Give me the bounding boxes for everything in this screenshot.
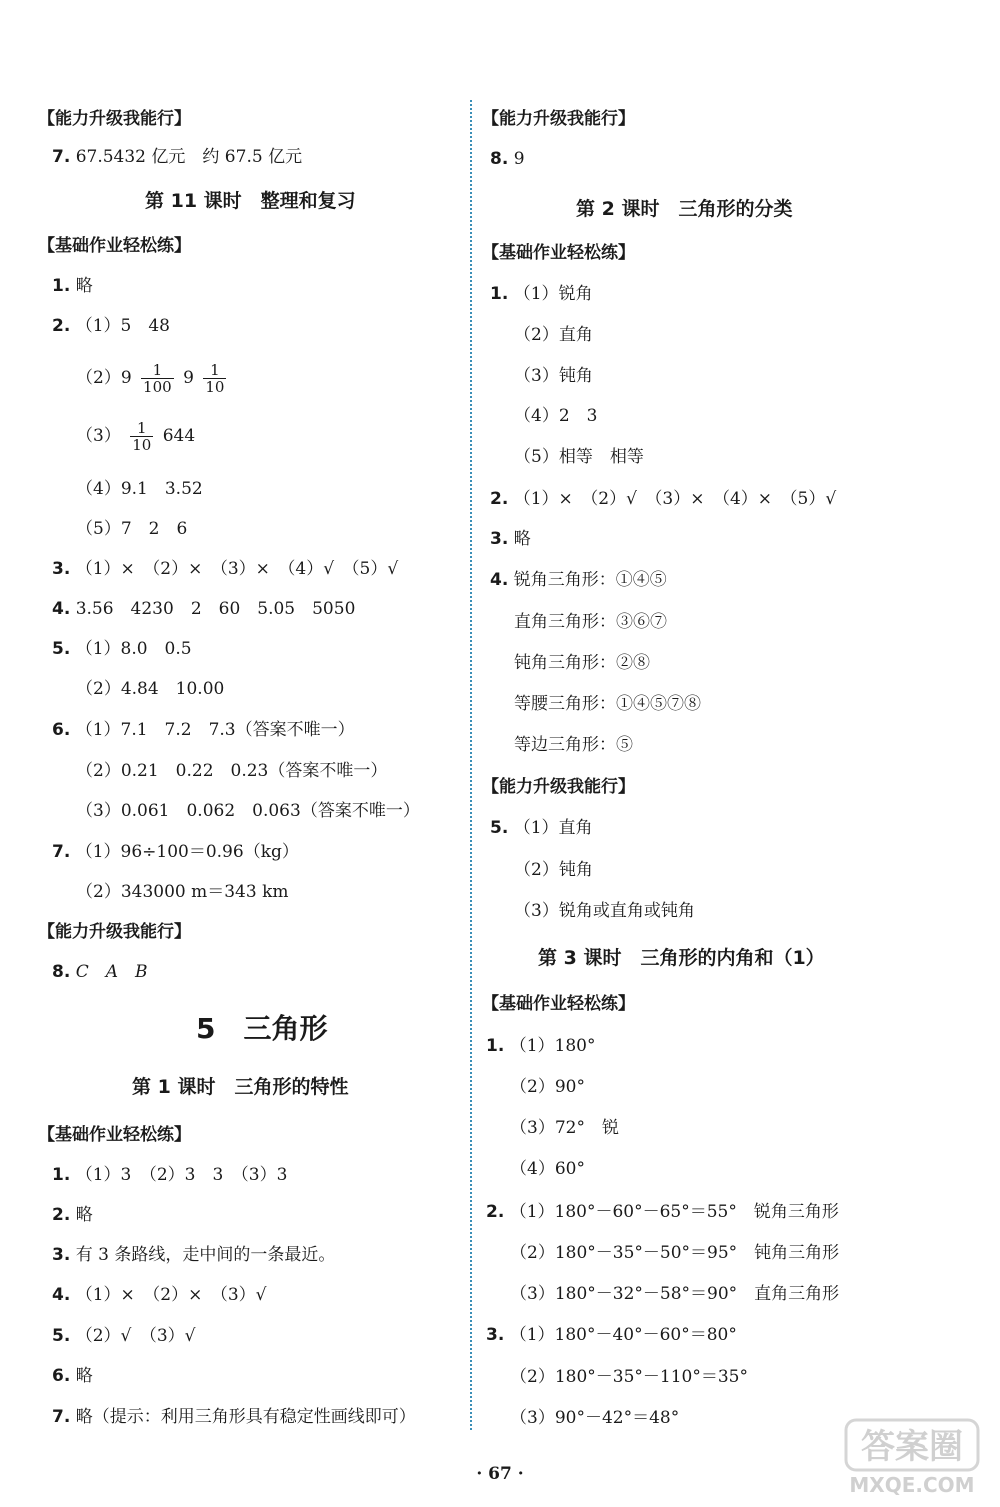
answer-item-4-5: 等边三角形：⑤: [514, 735, 633, 755]
answer-item-3: 3. （1）180°－40°－60°＝80°: [486, 1325, 737, 1345]
section-header-basic: 【基础作业轻松练】: [38, 1125, 191, 1145]
answer-item-6: 6. 略: [52, 1366, 93, 1386]
answer-item-4: 4. 3.56 4230 2 60 5.05 5050: [52, 599, 356, 619]
answer-item-3-2: （2）180°－35°－110°＝35°: [510, 1367, 748, 1387]
answer-item-3: 3. 略: [490, 529, 531, 549]
answer-item-1: 1. （1）180°: [486, 1036, 596, 1056]
svg-text:MXQE.COM: MXQE.COM: [849, 1473, 975, 1497]
answer-item-3-3: （3）90°－42°＝48°: [510, 1408, 680, 1428]
answer-item-4-4: 等腰三角形：①④⑤⑦⑧: [514, 694, 701, 714]
answer-item-2: 2. （1）5 48: [52, 316, 170, 336]
answer-item-1-3: （3）钝角: [514, 366, 593, 386]
lesson-title-3: 第 3 课时 三角形的内角和（1）: [538, 947, 825, 969]
section-header-basic: 【基础作业轻松练】: [482, 994, 635, 1014]
answer-item-3: 3. 有 3 条路线，走中间的一条最近。: [52, 1245, 336, 1265]
answer-item-2-3: （3） $\frac{1}{10}$ 644: [76, 419, 196, 454]
answer-item-5-2: （2）钝角: [514, 860, 593, 880]
lesson-title-11: 第 11 课时 整理和复习: [145, 190, 356, 212]
answer-item-1-4: （4）2 3: [514, 406, 598, 426]
answer-item-2-2: （2）9 $\frac{1}{100}$ 9 $\frac{1}{10}$: [76, 361, 225, 396]
answer-item-7b: 7. （1）96÷100＝0.96（kg）: [52, 842, 299, 862]
answer-item-7b-2: （2）343000 m＝343 km: [76, 882, 289, 902]
section-header-ability: 【能力升级我能行】: [38, 922, 191, 942]
answer-item-1: 1. 略: [52, 276, 93, 296]
answer-item-8: 8. 9: [490, 149, 525, 169]
fraction: $\frac{1}{100}$: [143, 361, 172, 396]
answer-item-5: 5. （1）8.0 0.5: [52, 639, 192, 659]
answer-item-2: 2. 略: [52, 1205, 93, 1225]
answer-item-5: 5. （2）√ （3）√: [52, 1326, 196, 1346]
answer-item-1: 1. （1）3 （2）3 3 （3）3: [52, 1165, 288, 1185]
answer-item-5: 5. （1）直角: [490, 818, 593, 838]
svg-text:答案圈: 答案圈: [861, 1427, 963, 1467]
answer-item-4: 4. 锐角三角形：①④⑤: [490, 570, 667, 590]
answer-item-2-5: （5）7 2 6: [76, 519, 188, 539]
page-number: · 67 ·: [476, 1464, 524, 1484]
lesson-title-2: 第 2 课时 三角形的分类: [576, 198, 793, 220]
fraction: $\frac{1}{10}$: [132, 419, 152, 454]
answer-item-4: 4. （1）× （2）× （3）√: [52, 1285, 267, 1305]
answer-item-1: 1. （1）锐角: [490, 284, 593, 304]
section-header-ability: 【能力升级我能行】: [482, 109, 635, 129]
section-header-ability: 【能力升级我能行】: [482, 777, 635, 797]
answer-item-4-2: 直角三角形：③⑥⑦: [514, 612, 667, 632]
answer-item-1-3: （3）72° 锐: [510, 1118, 619, 1138]
answer-item-5-2: （2）4.84 10.00: [76, 679, 225, 699]
answer-item-2-2: （2）180°－35°－50°＝95° 钝角三角形: [510, 1243, 840, 1263]
answer-item-2: 2. （1）180°－60°－65°＝55° 锐角三角形: [486, 1202, 839, 1222]
answer-item-1-5: （5）相等 相等: [514, 447, 644, 467]
section-header-basic: 【基础作业轻松练】: [38, 236, 191, 256]
fraction: $\frac{1}{10}$: [205, 361, 225, 396]
answer-item-4-3: 钝角三角形：②⑧: [514, 653, 650, 673]
answer-item-7: 7. 略（提示：利用三角形具有稳定性画线即可）: [52, 1407, 416, 1427]
unit-title: 5 三角形: [196, 1012, 328, 1045]
column-divider: [470, 100, 472, 1430]
answer-item-6-2: （2）0.21 0.22 0.23（答案不唯一）: [76, 761, 388, 781]
answer-item-8: 8. C A B: [52, 962, 148, 982]
section-header-ability: 【能力升级我能行】: [38, 109, 191, 129]
answer-item-3: 3. （1）× （2）× （3）× （4）√ （5）√: [52, 559, 399, 579]
answer-item-1-4: （4）60°: [510, 1159, 585, 1179]
answer-item-6: 6. （1）7.1 7.2 7.3（答案不唯一）: [52, 720, 355, 740]
answer-item-2-3: （3）180°－32°－58°＝90° 直角三角形: [510, 1284, 840, 1304]
answer-item-7: 7. 67.5432 亿元 约 67.5 亿元: [52, 147, 303, 167]
watermark-logo: [842, 1414, 982, 1500]
answer-item-2: 2. （1）× （2）√ （3）× （4）× （5）√: [490, 489, 837, 509]
answer-item-6-3: （3）0.061 0.062 0.063（答案不唯一）: [76, 801, 420, 821]
section-header-basic: 【基础作业轻松练】: [482, 243, 635, 263]
answer-item-2-4: （4）9.1 3.52: [76, 479, 203, 499]
answer-item-1-2: （2）90°: [510, 1077, 585, 1097]
answer-item-5-3: （3）锐角或直角或钝角: [514, 901, 695, 921]
lesson-title-1: 第 1 课时 三角形的特性: [132, 1076, 349, 1098]
answer-item-1-2: （2）直角: [514, 325, 593, 345]
